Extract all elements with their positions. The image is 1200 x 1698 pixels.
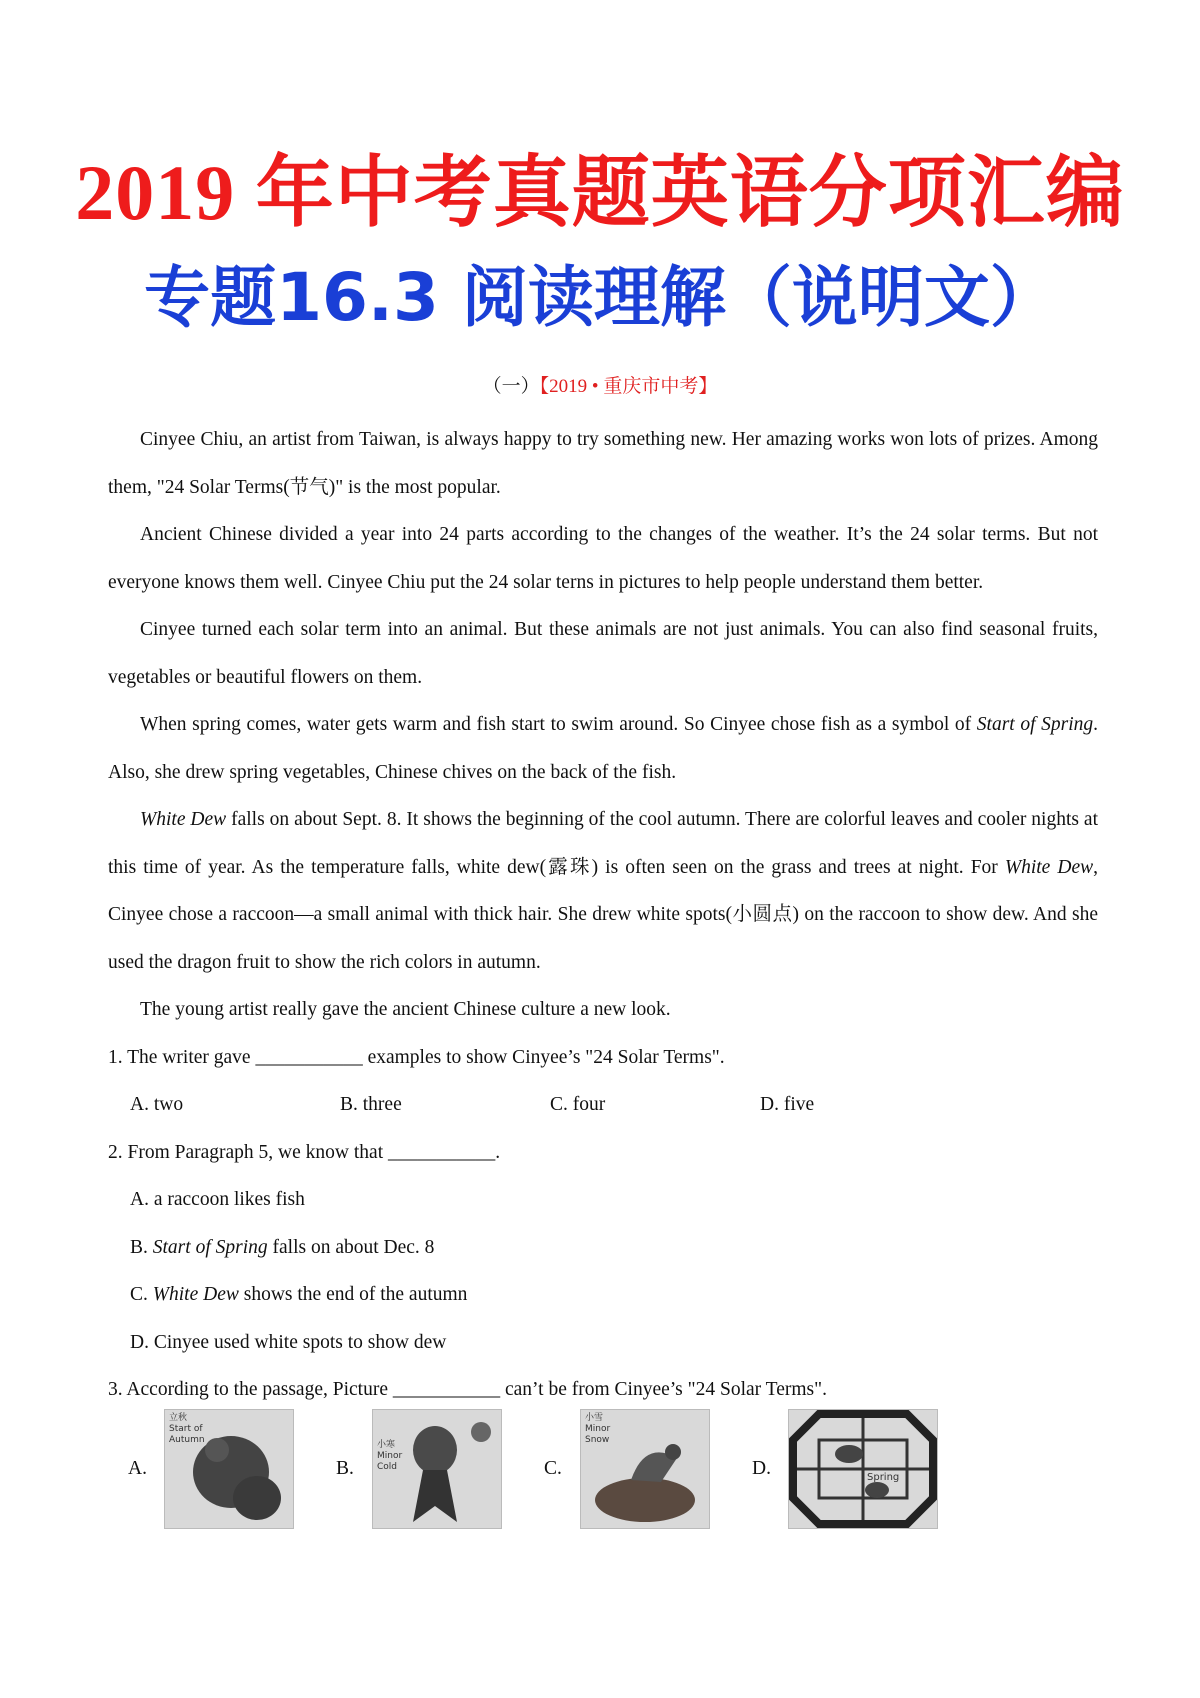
- option-a: A. two: [130, 1094, 184, 1115]
- option-d: D. five: [760, 1094, 815, 1115]
- picture-caption: 立秋 Start of Autumn: [169, 1413, 205, 1445]
- option-c: C. four: [550, 1094, 606, 1115]
- picture-label: A.: [128, 1458, 147, 1479]
- reading-passage: [108, 416, 1098, 1414]
- section-source: [0, 372, 1200, 402]
- paragraph-5: White Dew falls on about Sept. 8. It shows the beginning of the cool autumn. There are colorful leaves and cooler nights at this time of year. As the temperature falls, white dew(露珠) is often seen on the grass and trees at night. For White Dew, Cinyee chose a raccoon—a small animal with thick hair. She drew white spots(小圆点) on the raccoon to show dew. And she used the dragon fruit to show the rich colors in autumn.: [108, 809, 1098, 973]
- paragraph-1: Cinyee Chiu, an artist from Taiwan, is always happy to try something new. Her amazing works won lots of prizes. Among them, "24 Solar Terms(节气)" is the most popular.: [108, 429, 1098, 498]
- question-3-pictures: [128, 1408, 948, 1530]
- picture-option-b: [336, 1408, 502, 1530]
- question-2: 2. From Paragraph 5, we know that ___________.: [108, 1141, 501, 1163]
- picture-label: B.: [336, 1458, 354, 1479]
- question-1-options: [108, 1081, 1098, 1129]
- option-b: B. three: [340, 1094, 402, 1115]
- option-c: C. White Dew shows the end of the autumn: [130, 1284, 468, 1305]
- picture-option-d: [752, 1408, 938, 1530]
- paragraph-2: Ancient Chinese divided a year into 24 parts according to the changes of the weather. It’s the 24 solar terms. But not everyone knows them well. Cinyee Chiu put the 24 solar terns in pictures to help people understand them better.: [108, 524, 1098, 593]
- exam-source: 【2019 • 重庆市中考】: [539, 376, 718, 397]
- document-subtitle: 专题16.3 阅读理解（说明文）: [144, 259, 1056, 336]
- picture-caption: 小雪 Minor Snow: [585, 1413, 611, 1445]
- picture-label: D.: [752, 1458, 771, 1479]
- paragraph-6: The young artist really gave the ancient Chinese culture a new look.: [140, 999, 671, 1020]
- question-3: 3. According to the passage, Picture ___________ can’t be from Cinyee’s "24 Solar Terms".: [108, 1379, 827, 1400]
- question-1: 1. The writer gave ___________ examples to show Cinyee’s "24 Solar Terms".: [108, 1046, 725, 1068]
- option-a: A. a raccoon likes fish: [130, 1189, 305, 1210]
- window-frame-picture: [788, 1409, 938, 1529]
- document-title: 2019 年中考真题英语分项汇编: [75, 149, 1125, 236]
- picture-caption: 小寒 Minor Cold: [377, 1440, 403, 1472]
- bird-on-fruit-picture: [580, 1409, 710, 1529]
- picture-label: C.: [544, 1458, 562, 1479]
- option-d: D. Cinyee used white spots to show dew: [130, 1331, 447, 1353]
- bird-picture: [372, 1409, 502, 1529]
- term-white-dew: White Dew: [140, 809, 227, 830]
- picture-caption: Spring: [867, 1472, 900, 1483]
- term-start-of-spring: Start of Spring: [976, 714, 1094, 735]
- paragraph-3: Cinyee turned each solar term into an animal. But these animals are not just animals. You can also find seasonal fruits, vegetables or beautiful flowers on them.: [108, 619, 1098, 688]
- term-white-dew-2: White Dew: [1004, 856, 1094, 878]
- paragraph-4: When spring comes, water gets warm and fish start to swim around. So Cinyee chose fish as a symbol of Start of Spring. Also, she drew spring vegetables, Chinese chives on the back of the fish.: [108, 714, 1098, 783]
- section-number: （一）: [482, 376, 540, 397]
- picture-option-a: [128, 1408, 294, 1530]
- picture-option-c: [544, 1408, 710, 1530]
- squirrel-picture: [164, 1409, 294, 1529]
- option-b: B. Start of Spring falls on about Dec. 8: [130, 1236, 435, 1258]
